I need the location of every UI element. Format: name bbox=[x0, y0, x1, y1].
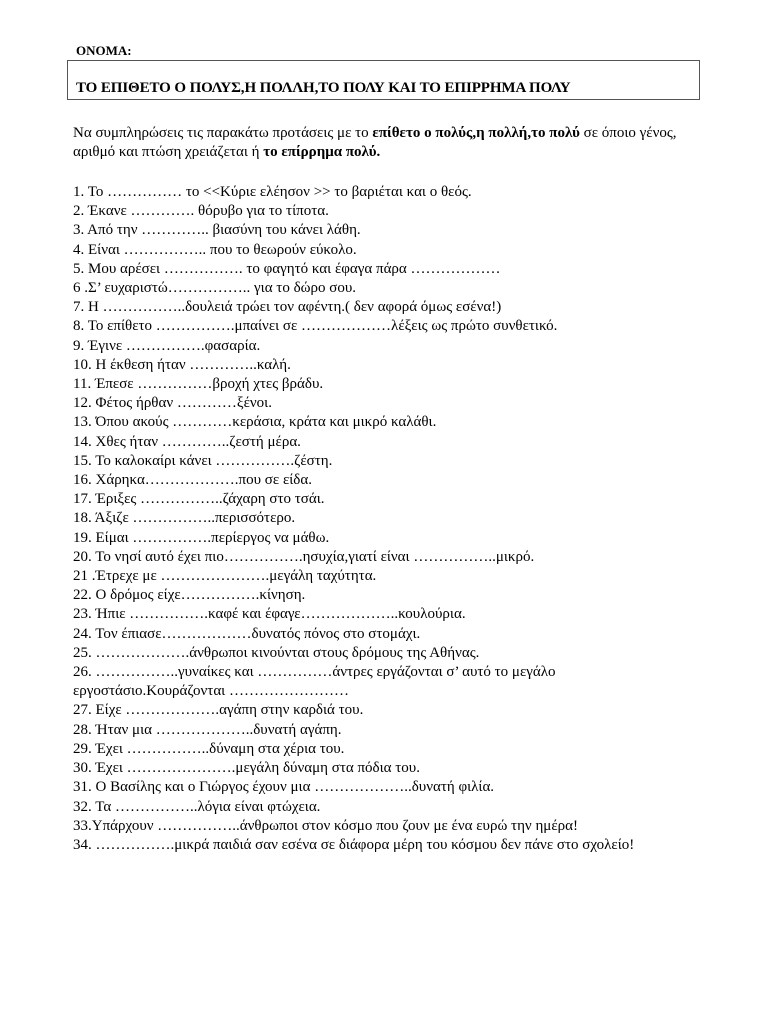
exercise-item-24: 24. Τον έπιασε………………δυνατός πόνος στο στομάχι. bbox=[73, 625, 421, 642]
exercise-item-8: 8. Το επίθετο …………….μπαίνει σε ………………λέξεις ως πρώτο συνθετικό. bbox=[73, 318, 558, 335]
exercise-item-19: 19. Είμαι …………….περίεργος να μάθω. bbox=[73, 529, 330, 546]
exercise-item-21: 21 .Έτρεχε με ………………….μεγάλη ταχύτητα. bbox=[73, 568, 377, 585]
exercise-item-17: 17. Έριξες ……………..ζάχαρη στο τσάι. bbox=[73, 491, 325, 508]
exercise-item-27: 27. Είχε ……………….αγάπη στην καρδιά του. bbox=[73, 702, 364, 719]
title-box bbox=[67, 60, 700, 100]
exercise-item-16: 16. Χάρηκα……………….που σε είδα. bbox=[73, 472, 312, 489]
exercise-item-30: 30. Έχει ………………….μεγάλη δύναμη στα πόδια του. bbox=[73, 760, 420, 777]
exercise-item-18: 18. Άξιζε ……………..περισσότερο. bbox=[73, 510, 296, 527]
instructions-text-1: Να συμπληρώσεις τις παρακάτω προτάσεις με το bbox=[73, 125, 373, 141]
exercise-item-9: 9. Έγινε …………….φασαρία. bbox=[73, 337, 261, 354]
exercise-item-11: 11. Έπεσε ……………βροχή χτες βράδυ. bbox=[73, 376, 324, 393]
exercise-item-26: 26. ……………..γυναίκες και ……………άντρες εργάζονται σ’ αυτό το μεγάλο εργοστάσιο.Κουράζονται …………………… bbox=[73, 664, 556, 700]
exercise-item-4: 4. Είναι …………….. που το θεωρούν εύκολο. bbox=[73, 241, 357, 258]
exercise-item-29: 29. Έχει ……………..δύναμη στα χέρια του. bbox=[73, 740, 345, 757]
exercise-item-14: 14. Χθες ήταν …………..ζεστή μέρα. bbox=[73, 433, 301, 450]
exercise-item-22: 22. Ο δρόμος είχε…………….κίνηση. bbox=[73, 587, 306, 604]
instructions-bold-2: το επίρρημα πολύ. bbox=[263, 144, 381, 160]
exercise-item-33: 33.Υπάρχουν ……………..άνθρωποι στον κόσμο που ζουν με ένα ευρώ την ημέρα! bbox=[73, 817, 578, 834]
exercise-item-28: 28. Ήταν μια ………………..δυνατή αγάπη. bbox=[73, 721, 342, 738]
exercise-item-20: 20. Το νησί αυτό έχει πιο…………….ησυχία,γιατί είναι ……………..μικρό. bbox=[73, 548, 535, 565]
exercise-item-25: 25. ……………….άνθρωποι κινούνται στους δρόμους της Αθήνας. bbox=[73, 644, 480, 661]
instructions bbox=[73, 124, 693, 162]
instructions-text-2: σε όποιο γένος, αριθμό και πτώση χρειάζεται ή bbox=[73, 125, 677, 160]
worksheet-title: ΤΟ ΕΠΙΘΕΤΟ Ο ΠΟΛΥΣ,Η ΠΟΛΛΗ,ΤΟ ΠΟΛΥ ΚΑΙ ΤΟ ΕΠΙΡΡΗΜΑ ΠΟΛΥ bbox=[76, 80, 571, 96]
exercise-item-32: 32. Τα ……………..λόγια είναι φτώχεια. bbox=[73, 798, 321, 815]
exercise-item-3: 3. Από την ………….. βιασύνη του κάνει λάθη. bbox=[73, 222, 361, 239]
exercise-item-10: 10. Η έκθεση ήταν …………..καλή. bbox=[73, 356, 291, 373]
exercise-item-31: 31. Ο Βασίλης και ο Γιώργος έχουν μια ………………..δυνατή φιλία. bbox=[73, 779, 495, 796]
instructions-bold-1: επίθετο ο πολύς,η πολλή,το πολύ bbox=[372, 125, 580, 141]
exercise-item-1: 1. Το …………… το <<Κύριε ελέησον >> το βαριέται και ο θεός. bbox=[73, 184, 472, 200]
exercise-item-5: 5. Μου αρέσει ……………. το φαγητό και έφαγα πάρα ……………… bbox=[73, 260, 501, 277]
exercise-list bbox=[73, 183, 693, 855]
exercise-item-34: 34. …………….μικρά παιδιά σαν εσένα σε διάφορα μέρη του κόσμου δεν πάνε στο σχολείο! bbox=[73, 836, 635, 853]
exercise-item-15: 15. Το καλοκαίρι κάνει …………….ζέστη. bbox=[73, 452, 333, 469]
exercise-item-12: 12. Φέτος ήρθαν …………ξένοι. bbox=[73, 395, 272, 412]
name-label: ΟΝΟΜΑ: bbox=[76, 43, 132, 58]
exercise-item-23: 23. Ήπιε …………….καφέ και έφαγε………………..κουλούρια. bbox=[73, 606, 466, 623]
exercise-item-2: 2. Έκανε …………. θόρυβο για το τίποτα. bbox=[73, 203, 329, 220]
exercise-item-6: 6 .Σ’ ευχαριστώ…………….. για το δώρο σου. bbox=[73, 280, 357, 297]
exercise-item-7: 7. Η ……………..δουλειά τρώει τον αφέντη.( δεν αφορά όμως εσένα!) bbox=[73, 299, 502, 316]
exercise-item-13: 13. Όπου ακούς …………κεράσια, κράτα και μικρό καλάθι. bbox=[73, 414, 437, 431]
